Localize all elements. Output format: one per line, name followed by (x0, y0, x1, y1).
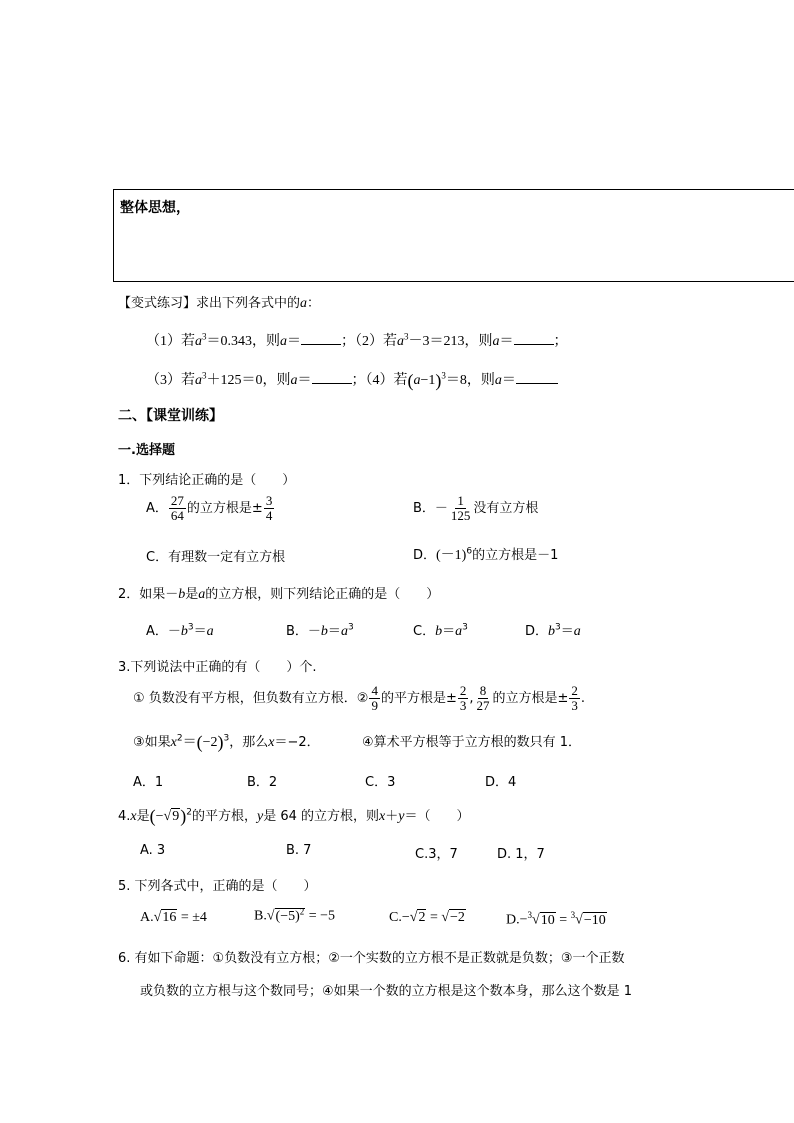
question-2-stem: 2．如果－b是a的立方根，则下列结论正确的是（ ） (118, 587, 440, 602)
answer-blank[interactable] (516, 371, 558, 384)
q2-option-b[interactable]: B．$-b=a^3$ (286, 622, 354, 639)
variant-line-1: （1）若$a^3=0.343$，则a＝ ；（2）若$a^3-3=213$，则a＝ ； (146, 331, 568, 349)
q1-option-d[interactable]: D．$(-1)^6$的立方根是－1 (413, 546, 559, 563)
q1-option-c[interactable]: C．有理数一定有立方根 (146, 550, 286, 565)
variant-line-2: （3）若$a^3+125=0$，则a＝ ；（4）若$(a-1)^3=8$，则a＝ (146, 369, 558, 391)
variant-header: 【变式练习】求出下列各式中的a： (118, 296, 321, 311)
question-6-line-1: 6. 有如下命题：①负数没有立方根；②一个实数的立方根不是正数就是负数；③一个正数 (118, 951, 625, 966)
q4-option-d[interactable]: D. 1，7 (497, 847, 545, 862)
answer-blank[interactable] (301, 332, 341, 345)
q2-option-a[interactable]: A．$-b^3=a$ (146, 622, 214, 639)
q2-option-c[interactable]: C．$b=a^3$ (413, 622, 468, 639)
q3-statement-3-4: ③如果$x^2=(-2)^3$，那么x＝−2． ④算术平方根等于立方根的数只有 1． (133, 732, 582, 752)
q1-option-b[interactable]: B．－ $\frac{1}{125}$ 没有立方根 (413, 493, 539, 523)
q4-option-c[interactable]: C.3，7 (415, 847, 458, 862)
q5-option-d[interactable]: D.−$^3$√10 = $^3$√−10 (506, 910, 606, 928)
question-3-stem: 3.下列说法中正确的有（ ）个. (118, 660, 317, 675)
question-5-stem: 5. 下列各式中，正确的是（ ） (118, 879, 317, 894)
q5-option-a[interactable]: A.√16 = ±4 (140, 910, 207, 925)
q3-option-a[interactable]: A．1 (133, 775, 164, 790)
q2-option-d[interactable]: D．$b^3=a$ (525, 622, 581, 639)
q3-statement-1-2: ① 负数没有平方根，但负数有立方根．② $\frac{4}{9}$ 的平方根是± $\frac{2}{3}$ , $\frac{8}{27}$ 的立方根是± $\frac{2}{3}$ . (133, 683, 586, 713)
q3-option-b[interactable]: B．2 (247, 775, 278, 790)
question-1-stem: 1．下列结论正确的是（ ） (118, 473, 296, 488)
q4-option-b[interactable]: B. 7 (286, 843, 312, 858)
answer-blank[interactable] (514, 332, 554, 345)
q1-option-a[interactable]: A． $\frac{27}{64}$ 的立方根是± $\frac{3}{4}$ (146, 493, 273, 523)
section-subtitle: 一.选择题 (118, 443, 175, 458)
q5-option-c[interactable]: C.−√2 = √−2 (389, 910, 465, 925)
question-6-line-2: 或负数的立方根与这个数同号；④如果一个数的立方根是这个数本身，那么这个数是 1 (140, 984, 633, 999)
q4-option-a[interactable]: A. 3 (140, 843, 166, 858)
question-4-stem: 4.x是$(-√9)^2$的平方根，y是 64 的立方根，则x＋y＝（ ） (118, 806, 470, 826)
thought-box (113, 189, 794, 282)
answer-blank[interactable] (312, 371, 352, 384)
q3-option-d[interactable]: D．4 (485, 775, 517, 790)
box-title: 整体思想， (120, 200, 190, 216)
q3-option-c[interactable]: C．3 (365, 775, 396, 790)
section-title: 二、【课堂训练】 (118, 408, 223, 424)
q5-option-b[interactable]: $B.√(-5)^2 = -5$ (254, 906, 336, 924)
